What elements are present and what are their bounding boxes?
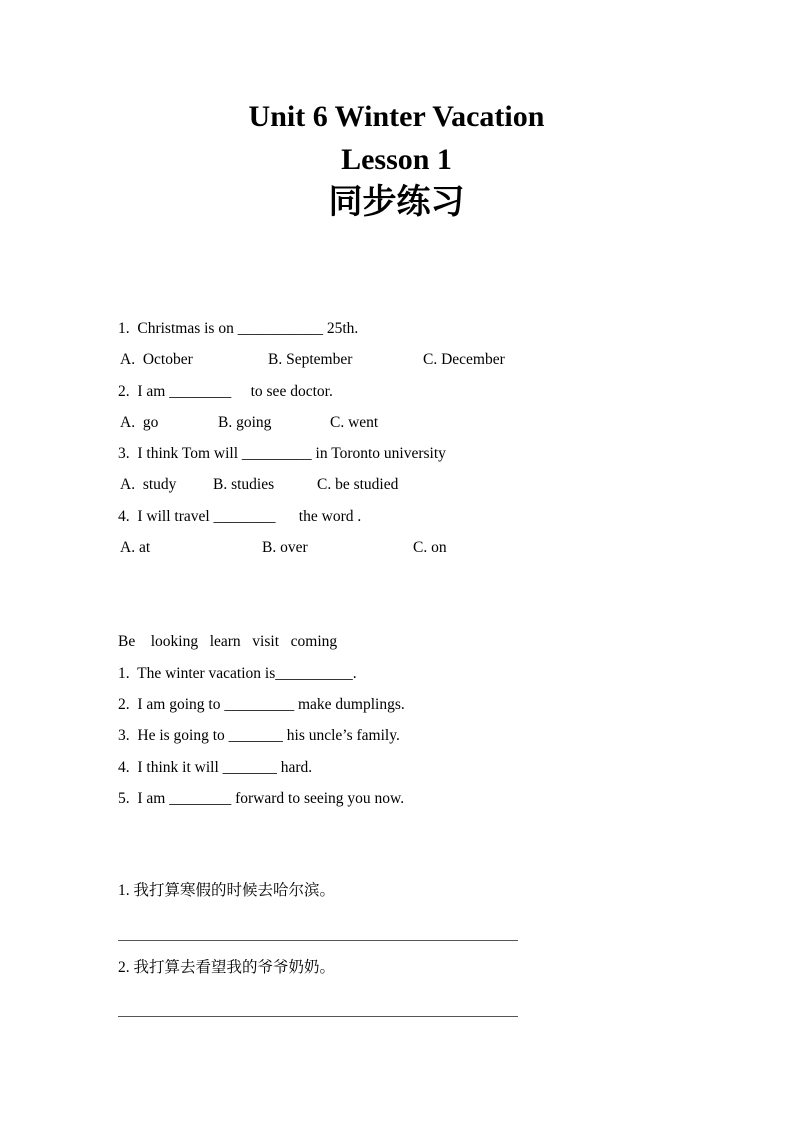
mc-options-3	[118, 469, 678, 500]
worksheet-header	[0, 0, 793, 223]
fill-sentence-1: 1. The winter vacation is__________.	[118, 664, 357, 682]
mc-question-4: 4. I will travel ________ the word .	[118, 507, 362, 525]
fill-sentence-3: 3. He is going to _______ his uncle’s family.	[118, 727, 400, 745]
worksheet-body	[118, 313, 678, 1017]
translation-prompt-1: 1. 我打算寒假的时候去哈尔滨。	[118, 882, 336, 900]
multiple-choice-section	[118, 313, 678, 563]
word-fill-section	[118, 626, 678, 814]
mc-option-1b: B. September	[268, 351, 353, 369]
answer-line-2	[118, 1016, 518, 1017]
mc-options-1	[118, 344, 678, 375]
mc-option-3b: B. studies	[213, 476, 275, 494]
mc-option-2b: B. going	[218, 413, 272, 431]
mc-option-1c: C. December	[423, 351, 505, 369]
lesson-title: Lesson 1	[341, 143, 452, 176]
fill-sentence-4: 4. I think it will _______ hard.	[118, 758, 313, 776]
mc-question-2: 2. I am ________ to see doctor.	[118, 382, 333, 400]
mc-question-1: 1. Christmas is on ___________ 25th.	[118, 320, 359, 337]
mc-option-3a: A. study	[120, 476, 177, 494]
mc-option-2a: A. go	[120, 413, 159, 431]
mc-option-1a: A. October	[120, 351, 193, 369]
translation-prompt-2: 2. 我打算去看望我的爷爷奶奶。	[118, 959, 336, 977]
answer-line-1	[118, 940, 518, 941]
mc-option-2c: C. went	[330, 413, 379, 431]
subtitle-chinese: 同步练习	[328, 183, 465, 221]
fill-sentence-2: 2. I am going to _________ make dumplings.	[118, 695, 405, 713]
mc-option-3c: C. be studied	[317, 476, 399, 494]
translation-section	[118, 880, 678, 1017]
mc-question-3: 3. I think Tom will _________ in Toronto university	[118, 445, 446, 463]
fill-sentence-5: 5. I am ________ forward to seeing you now.	[118, 789, 405, 807]
word-bank: Be looking learn visit coming	[118, 633, 338, 651]
mc-option-4c: C. on	[413, 539, 447, 557]
mc-options-2	[118, 407, 678, 438]
mc-options-4	[118, 532, 678, 563]
unit-title: Unit 6 Winter Vacation	[248, 100, 545, 133]
mc-option-4b: B. over	[262, 539, 308, 557]
mc-option-4a: A. at	[120, 539, 151, 557]
